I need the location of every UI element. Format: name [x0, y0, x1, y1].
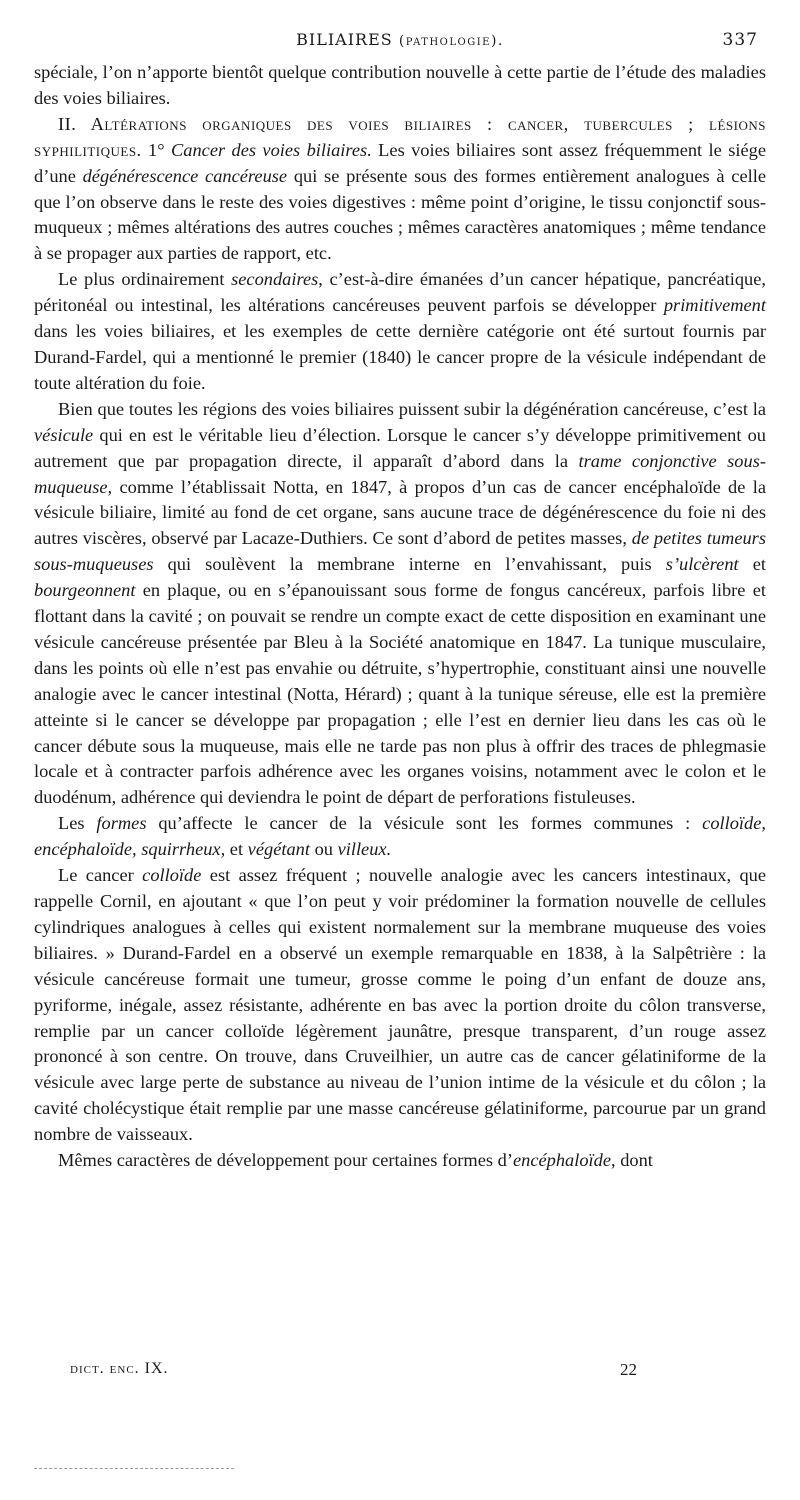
italic-term: formes: [96, 813, 147, 834]
text-run: Les: [58, 813, 97, 834]
body-text: [34, 60, 766, 1174]
text-run: et: [738, 554, 766, 575]
signature-mark: dict. enc. IX.: [70, 1360, 169, 1377]
subsection-title: Cancer des voies biliaires.: [171, 139, 372, 160]
italic-term: dégénérescence cancéreuse: [82, 165, 288, 186]
paragraph-encephaloide: [34, 1148, 766, 1174]
text-run: Mêmes caractères de développement pour certaines formes d’: [58, 1150, 513, 1171]
italic-term: bourgeonnent: [34, 580, 136, 601]
italic-term: secondaires: [231, 269, 319, 290]
text-run: est assez fréquent ; nouvelle analogie avec les cancers intestinaux, que rappelle Cornil, en ajoutant « que l’on peut y voir prédominer la formation nouvelle de cellules cylindriques analogues à celles qui existent normalement sur la membrane muqueuse des voies biliaires. » Durand-Fardel en a observé un exemple remarquable en 1838, à la Salpêtrière : la vésicule cancéreuse formait une tumeur, grosse comme le poing d’un enfant de douze ans, pyriforme, inégale, assez résistante, adhérente en bas avec la portion droite du côlon transverse, remplie par un cancer colloïde légèrement jaunâtre, presque transparent, d’un rouge assez prononcé à son centre. On trouve, dans Cruveilhier, un autre cas de cancer gélatiniforme de la vésicule avec large perte de substance au niveau de l’union intime de la vésicule et du côlon ; la cavité cholécystique était remplie par une masse cancéreuse gélatiniforme, parcourue par un grand nombre de vaisseaux.: [34, 865, 766, 1145]
paragraph-formes: [34, 811, 766, 863]
paragraph-continuation: spéciale, l’on n’apporte bientôt quelque contribution nouvelle à cette partie de l’étude des maladies des voies biliaires.: [34, 62, 766, 108]
text-run: qui soulèvent la membrane interne en l’envahissant, puis: [153, 554, 666, 575]
running-head-subtitle: (pathologie).: [398, 33, 504, 49]
text-run: qui en est le véritable lieu d’élection. Lorsque le cancer s’y développe primitivement ou autrement que par propagation directe, il apparaît d’abord dans la: [34, 424, 766, 471]
text-run: Bien que toutes les régions des voies biliaires puissent subir la dégénération cancéreuse, c’est la: [58, 398, 766, 419]
text-run: en plaque, ou en s’épanouissant sous forme de fongus cancéreux, parfois libre et flottant dans la cavité ; on pouvait se rendre un compte exact de cette disposition en examinant une vésicule cancéreuse présentée par Bleu à la Société anatomique en 1847. La tunique musculaire, dans les points où elle n’est pas envahie ou détruite, s’hypertrophie, constituant ainsi une nouvelle analogie avec le cancer intestinal (Notta, Hérard) ; quant à la tunique séreuse, elle est la première atteinte si le cancer se développe par propagation ; elle l’est en dernier lieu dans les cas où le cancer débute sous la muqueuse, mais elle ne tarde pas non plus à offrir des traces de phlegmasie locale et à contracter parfois adhérence avec les organes voisins, notamment avec le colon et le duodénum, adhérence qui deviendra le point de départ de perforations fistuleuses.: [34, 580, 766, 808]
italic-term: primitivement: [663, 295, 766, 316]
signature-number: 22: [620, 1360, 637, 1379]
running-head-main: BILIAIRES: [296, 30, 393, 49]
running-head: [34, 30, 766, 60]
text-run: Le plus ordinairement: [58, 269, 232, 290]
italic-term: vésicule: [34, 424, 94, 445]
text-run: dans les voies biliaires, et les exemples de cette dernière catégorie ont été surtout fournis par Durand-Fardel, qui a mentionné le premier (1840) le cancer propre de la vésicule indépendant de toute altération du foie.: [34, 321, 766, 393]
subsection-number: 1°: [148, 139, 165, 160]
text-run: , c’est-à-dire émanées d’un cancer hépatique, pancréatique, péritonéal ou intestinal, les altérations cancéreuses peuvent parfois se développer: [34, 269, 767, 316]
italic-term: végétant: [247, 839, 310, 860]
text-run: , comme l’établissait Notta, en 1847, à propos d’un cas de cancer encéphaloïde de la vésicule biliaire, limité au fond de cet organe, sans aucune trace de dégénérescence du foie ni des autres viscères, observé par Lacaze-Duthiers. Ce sont d’abord de petites masses,: [34, 476, 766, 549]
text-run: , dont: [611, 1150, 653, 1171]
italic-term: villeux.: [337, 839, 392, 860]
bottom-rule: [34, 1468, 234, 1469]
italic-term: de petites tumeurs sous-muqueuses: [34, 528, 766, 575]
page-number: 337: [722, 30, 758, 50]
page: [34, 30, 766, 1174]
italic-term: s’ulcèrent: [665, 554, 739, 575]
text-run: qui se présente sous des formes entièrement analogues à celle que l’on observe dans le reste des voies digestives : même point d’origine, le tissu conjonctif sous-muqueux ; mêmes altérations des autres couches ; mêmes caractères anatomiques ; même tendance à se propager aux parties de rapport, etc.: [34, 165, 766, 264]
text-run: ou: [309, 839, 338, 860]
paragraph-colloide: [34, 863, 766, 1148]
text-run: Le cancer: [58, 865, 143, 886]
running-head-title: [34, 30, 766, 49]
section-heading: II. Altérations organiques des voies biliaires : cancer, tubercules ; lésions syphilitiques.: [34, 113, 766, 160]
italic-term: colloïde: [142, 865, 202, 886]
text-run: Les voies biliaires sont assez fréquemment le siége d’une: [34, 139, 766, 186]
paragraph-section-ii: [34, 112, 766, 267]
text-run: qu’affecte le cancer de la vésicule sont les formes communes :: [146, 813, 703, 834]
paragraph-secondaires: [34, 267, 766, 397]
signature-line: [70, 1360, 750, 1382]
text-run: et: [225, 839, 248, 860]
italic-term: colloïde, encéphaloïde, squirrheux,: [34, 813, 766, 860]
italic-term: encéphaloïde: [512, 1150, 612, 1171]
italic-term: trame conjonctive sous-muqueuse: [34, 450, 766, 497]
paragraph-vesicule: [34, 397, 766, 812]
